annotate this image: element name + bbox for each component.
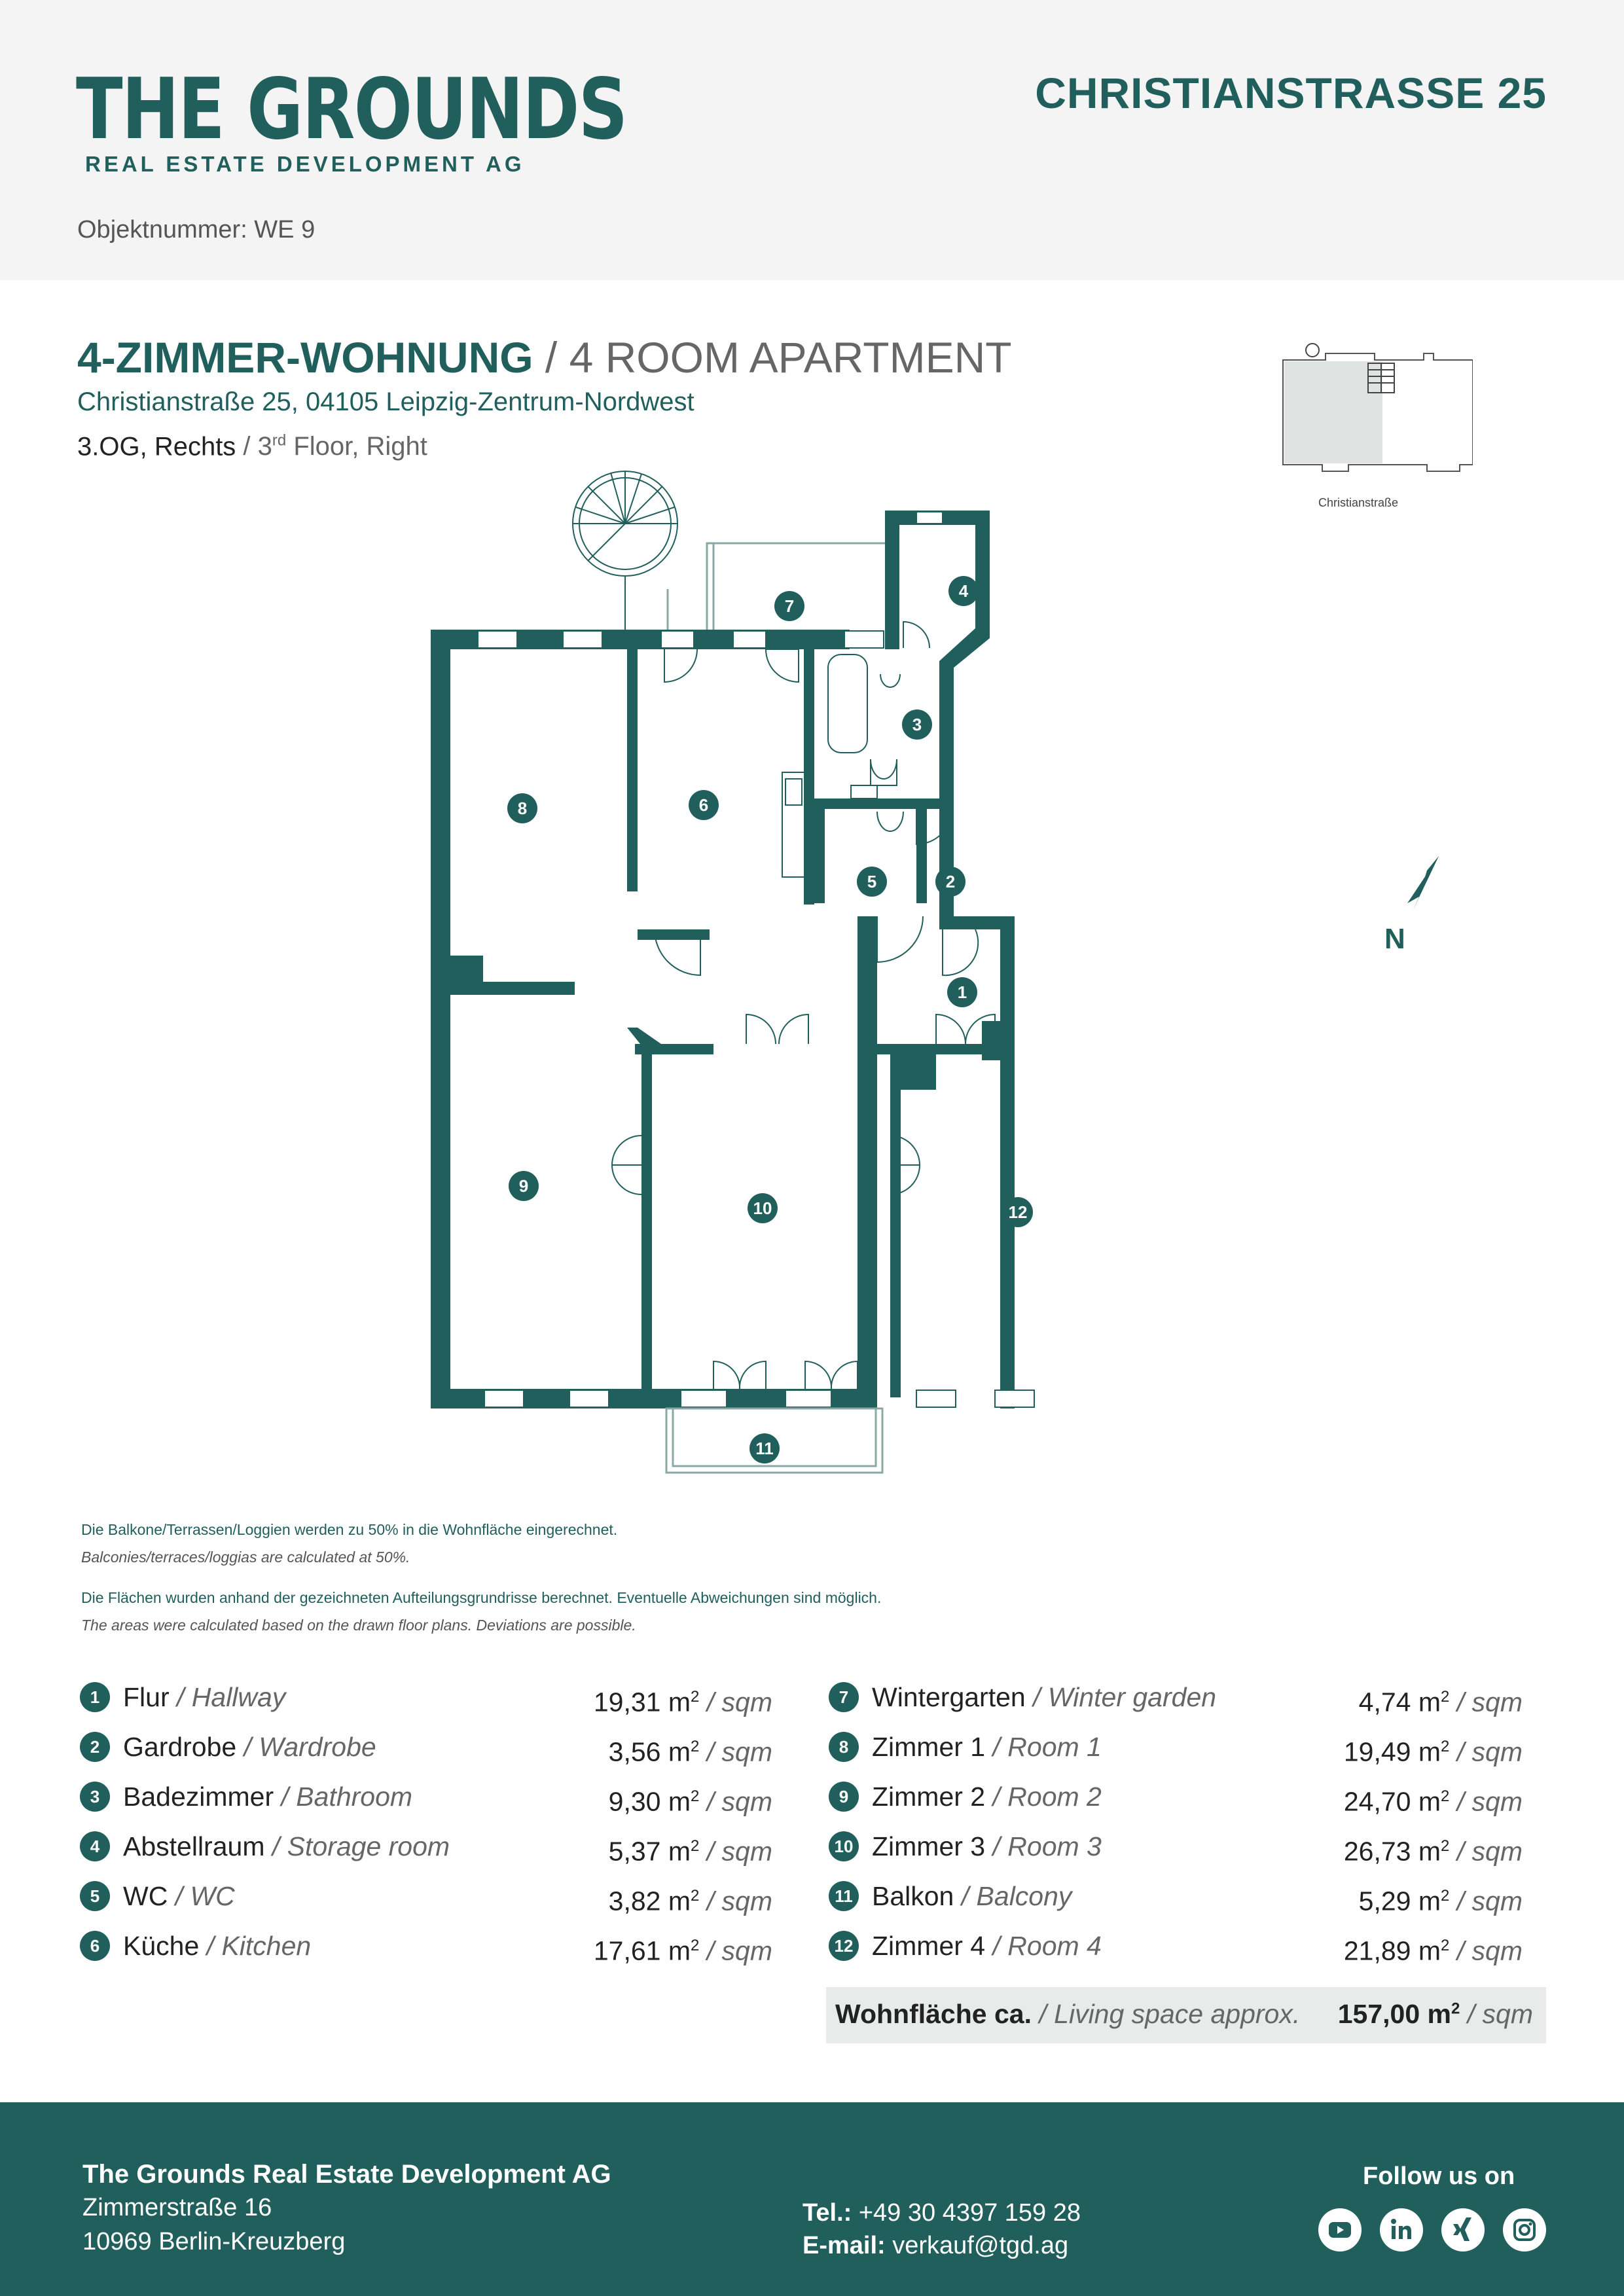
email-address[interactable]: verkauf@tgd.ag [885, 2232, 1069, 2259]
room-area-unit: / sqm [1449, 1736, 1523, 1767]
room-number-badge: 6 [80, 1931, 110, 1961]
room-area-unit: / sqm [1449, 1786, 1523, 1817]
room-name-de: Zimmer 2 [872, 1782, 986, 1812]
room-name-en: / Room 4 [985, 1931, 1102, 1961]
room-area-row [80, 1880, 772, 1916]
room-area-value: 19,31 m [593, 1687, 691, 1717]
floor-plan [419, 458, 1139, 1486]
svg-text:9: 9 [518, 1176, 529, 1196]
room-name-en: / Wardrobe [236, 1732, 376, 1762]
room-area-unit: / sqm [699, 1786, 772, 1817]
property-street-title: CHRISTIANSTRASSE 25 [1035, 69, 1547, 117]
room-area-unit: / sqm [1449, 1935, 1523, 1966]
plan-room-marker [748, 1193, 778, 1223]
room-area-value: 5,29 m [1358, 1886, 1441, 1916]
room-area-row [829, 1780, 1523, 1817]
room-area-sup: 2 [1441, 1787, 1450, 1805]
plan-room-marker [509, 1171, 539, 1201]
floor-en-post: Floor, Right [286, 432, 427, 461]
room-name-en: / Hallway [169, 1682, 286, 1712]
room-name-en: / Kitchen [199, 1931, 312, 1961]
svg-text:4: 4 [958, 581, 969, 601]
room-area-value: 3,82 m [608, 1886, 691, 1916]
room-area-row [80, 1830, 772, 1867]
room-name-de: Zimmer 4 [872, 1931, 986, 1961]
room-area-row [829, 1880, 1523, 1916]
room-area-row [829, 1731, 1523, 1767]
room-area-value: 3,56 m [608, 1736, 691, 1767]
room-area-sup: 2 [1441, 1937, 1450, 1954]
phone-number[interactable]: +49 30 4397 159 28 [852, 2199, 1081, 2227]
room-number-badge: 4 [80, 1831, 110, 1861]
apartment-title-de: 4-ZIMMER-WOHNUNG [77, 333, 533, 382]
apartment-address: Christianstraße 25, 04105 Leipzig-Zentrum-Nordwest [77, 387, 695, 416]
room-name-de: Abstellraum [123, 1831, 265, 1861]
total-area-unit: / sqm [1460, 1999, 1533, 2029]
plan-room-marker [857, 867, 887, 897]
room-area-row [80, 1780, 772, 1817]
room-name-en: / Room 2 [985, 1782, 1102, 1812]
linkedin-icon[interactable] [1380, 2208, 1423, 2251]
follow-us-label: Follow us on [1363, 2162, 1515, 2190]
xing-icon[interactable] [1441, 2208, 1485, 2251]
note-areas-de: Die Flächen wurden anhand der gezeichneten Aufteilungsgrundrisse berechnet. Eventuelle Abweichungen sind möglich. [81, 1589, 882, 1606]
svg-text:8: 8 [517, 798, 528, 818]
plan-room-marker [689, 790, 719, 820]
room-number-badge: 2 [80, 1732, 110, 1762]
svg-text:5: 5 [867, 872, 877, 891]
room-area-row [80, 1731, 772, 1767]
room-area-value: 26,73 m [1343, 1836, 1441, 1867]
apartment-floor [77, 432, 427, 461]
room-area-value: 21,89 m [1343, 1935, 1441, 1966]
page-header [0, 0, 1624, 280]
svg-text:12: 12 [1008, 1202, 1028, 1222]
footer-company: The Grounds Real Estate Development AG [82, 2160, 611, 2189]
floor-en-sup: rd [272, 432, 287, 450]
instagram-icon[interactable] [1503, 2208, 1546, 2251]
room-name-de: WC [123, 1881, 168, 1911]
room-area-row [829, 1681, 1523, 1717]
key-plan-street-label: Christianstraße [1318, 496, 1399, 509]
room-area-unit: / sqm [1449, 1886, 1523, 1916]
svg-text:11: 11 [755, 1439, 774, 1458]
note-balcony-en: Balconies/terraces/loggias are calculated at 50%. [81, 1549, 410, 1566]
footer-email [803, 2232, 1068, 2260]
svg-text:6: 6 [698, 795, 709, 815]
room-name-en: / Balcony [954, 1881, 1072, 1911]
room-area-unit: / sqm [699, 1886, 772, 1916]
room-name-de: Badezimmer [123, 1782, 274, 1812]
object-number: Objektnummer: WE 9 [77, 216, 316, 243]
room-area-value: 9,30 m [608, 1786, 691, 1817]
room-number-badge: 1 [80, 1682, 110, 1712]
plan-room-marker [948, 576, 979, 606]
room-name-de: Zimmer 1 [872, 1732, 986, 1762]
room-number-badge: 9 [829, 1782, 859, 1812]
page-footer [0, 2102, 1624, 2296]
svg-text:10: 10 [753, 1198, 772, 1218]
room-name-de: Balkon [872, 1881, 954, 1911]
apartment-title [77, 332, 1012, 382]
room-name-de: Flur [123, 1682, 170, 1712]
room-area-unit: / sqm [699, 1687, 772, 1717]
floor-en-pre: / 3 [236, 432, 272, 461]
room-area-value: 17,61 m [593, 1935, 691, 1966]
logo-subtitle: REAL ESTATE DEVELOPMENT AG [85, 152, 525, 176]
svg-text:1: 1 [957, 982, 967, 1002]
room-name-de: Gardrobe [123, 1732, 237, 1762]
room-area-sup: 2 [691, 1787, 700, 1805]
note-balcony-de: Die Balkone/Terrassen/Loggien werden zu 50% in die Wohnfläche eingerechnet. [81, 1521, 618, 1538]
room-number-badge: 10 [829, 1831, 859, 1861]
room-area-sup: 2 [691, 1887, 700, 1905]
room-number-badge: 7 [829, 1682, 859, 1712]
footer-phone [803, 2199, 1081, 2227]
svg-text:2: 2 [945, 872, 956, 891]
room-area-value: 4,74 m [1358, 1687, 1441, 1717]
room-area-sup: 2 [1441, 1738, 1450, 1755]
room-number-badge: 3 [80, 1782, 110, 1812]
plan-room-marker [935, 867, 965, 897]
room-name-en: / Room 1 [985, 1732, 1102, 1762]
room-area-row [829, 1830, 1523, 1867]
plan-room-marker [749, 1433, 780, 1463]
room-name-en: / Winter garden [1025, 1682, 1217, 1712]
svg-text:3: 3 [912, 715, 922, 734]
room-area-sup: 2 [1441, 1887, 1450, 1905]
plan-room-marker [774, 591, 804, 621]
note-areas-en: The areas were calculated based on the drawn floor plans. Deviations are possible. [81, 1617, 636, 1634]
total-area-value: 157,00 m [1337, 1999, 1451, 2029]
room-area-row [80, 1929, 772, 1966]
total-living-space [826, 1987, 1546, 2043]
room-area-unit: / sqm [1449, 1687, 1523, 1717]
room-area-unit: / sqm [699, 1736, 772, 1767]
room-area-row [80, 1681, 772, 1717]
room-area-value: 19,49 m [1343, 1736, 1441, 1767]
phone-label: Tel.: [803, 2199, 852, 2227]
room-area-unit: / sqm [699, 1935, 772, 1966]
room-area-sup: 2 [691, 1738, 700, 1755]
total-area-sup: 2 [1451, 2000, 1460, 2018]
plan-room-marker [1003, 1197, 1033, 1227]
total-label-en: / Living space approx. [1031, 1999, 1301, 2029]
room-area-sup: 2 [691, 1688, 700, 1706]
room-number-badge: 12 [829, 1931, 859, 1961]
room-number-badge: 8 [829, 1732, 859, 1762]
floor-de: 3.OG, Rechts [77, 432, 236, 461]
room-area-sup: 2 [1441, 1688, 1450, 1706]
room-area-unit: / sqm [699, 1836, 772, 1867]
room-name-en: / Room 3 [985, 1831, 1102, 1861]
room-area-sup: 2 [691, 1937, 700, 1954]
room-number-badge: 5 [80, 1881, 110, 1911]
room-area-sup: 2 [691, 1837, 700, 1855]
logo-wordmark: THE GROUNDS [76, 61, 627, 158]
email-label: E-mail: [803, 2232, 886, 2259]
room-area-sup: 2 [1441, 1837, 1450, 1855]
room-area-value: 24,70 m [1343, 1786, 1441, 1817]
apartment-title-en: / 4 ROOM APARTMENT [533, 333, 1012, 382]
svg-text:7: 7 [784, 596, 795, 616]
footer-city: 10969 Berlin-Kreuzberg [82, 2228, 346, 2255]
room-name-en: / Storage room [264, 1831, 450, 1861]
north-label: N [1384, 923, 1405, 955]
north-arrow-icon [1362, 844, 1453, 962]
room-name-en: / Bathroom [274, 1782, 413, 1812]
youtube-icon[interactable] [1318, 2208, 1362, 2251]
room-name-de: Zimmer 3 [872, 1831, 986, 1861]
room-name-de: Wintergarten [872, 1682, 1026, 1712]
room-area-row [829, 1929, 1523, 1966]
room-number-badge: 11 [829, 1881, 859, 1911]
plan-room-marker [947, 977, 977, 1007]
room-name-en: / WC [168, 1881, 235, 1911]
room-name-de: Küche [123, 1931, 200, 1961]
room-area-value: 5,37 m [608, 1836, 691, 1867]
footer-street: Zimmerstraße 16 [82, 2194, 272, 2221]
total-label-de: Wohnfläche ca. [835, 1999, 1032, 2029]
plan-room-marker [507, 793, 537, 823]
plan-room-marker [902, 709, 932, 740]
room-area-unit: / sqm [1449, 1836, 1523, 1867]
